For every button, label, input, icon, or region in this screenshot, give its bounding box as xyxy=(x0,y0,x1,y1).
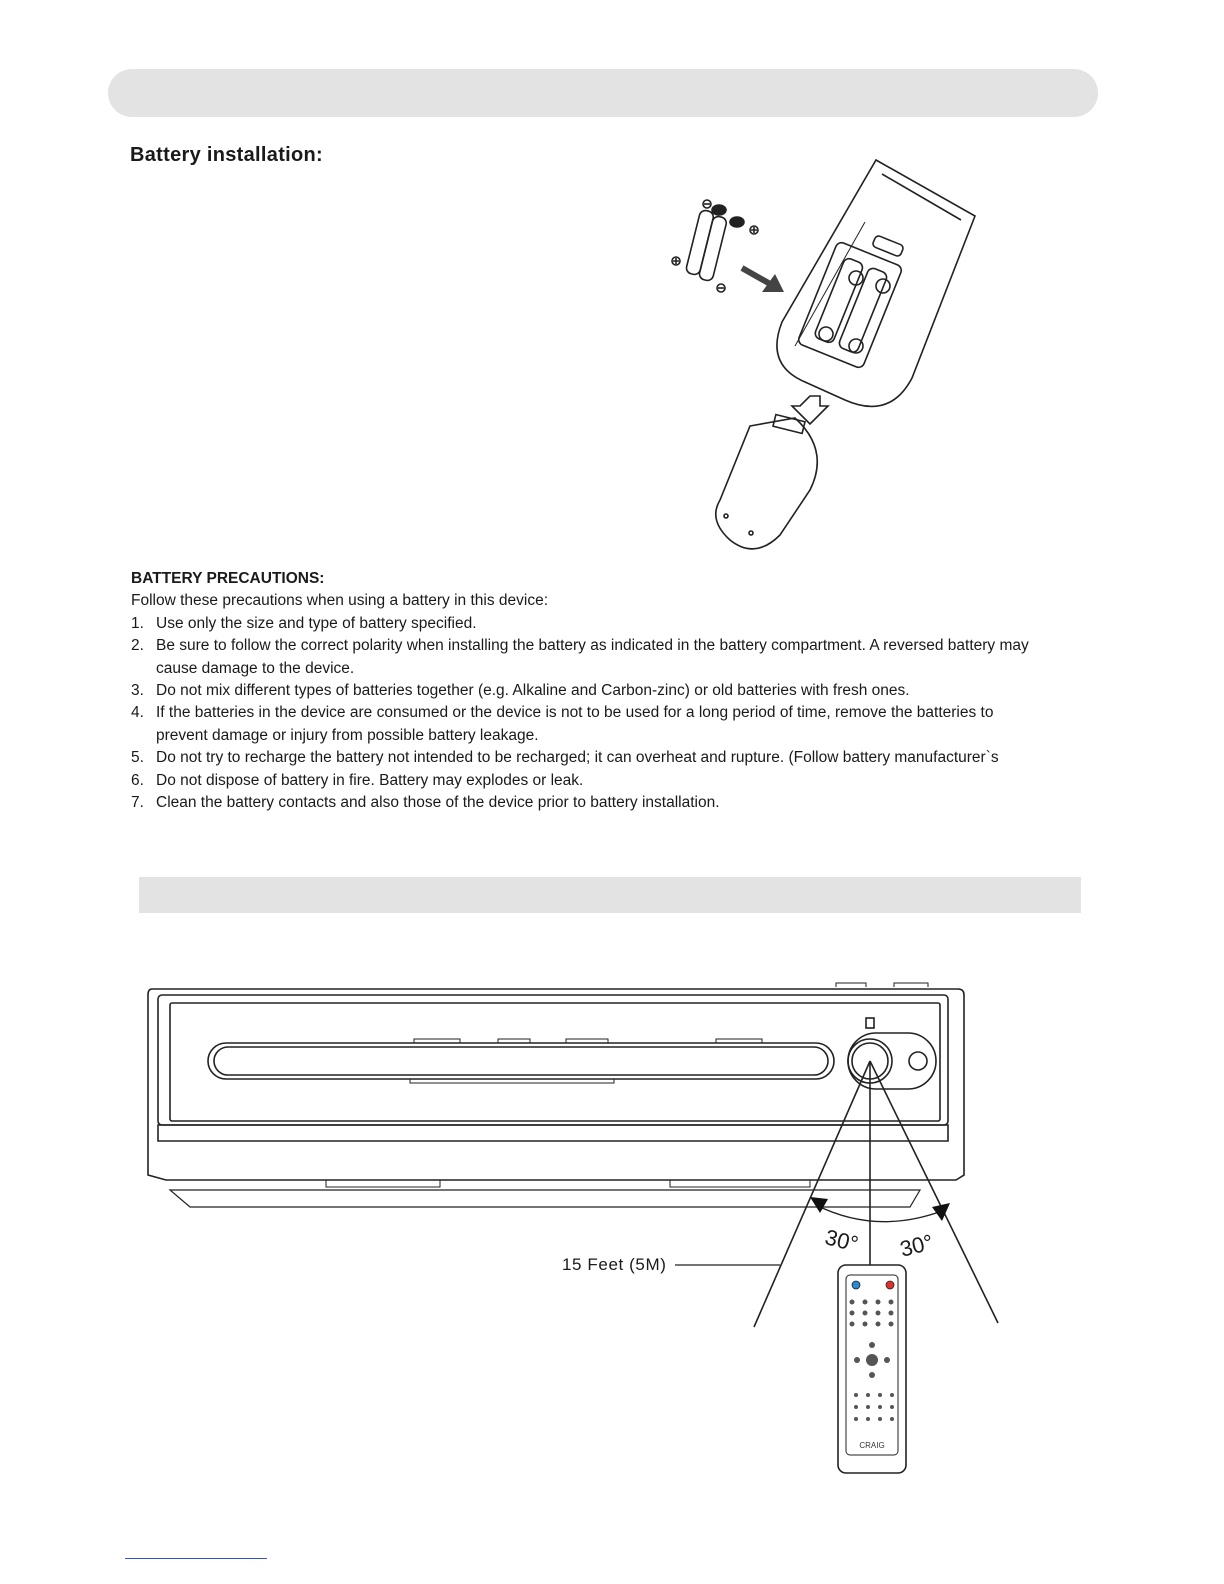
precautions-intro: Follow these precautions when using a battery in this device: xyxy=(131,592,549,610)
left-angle-label: 30° xyxy=(822,1224,861,1257)
list-item: 3. Do not mix different types of batteries together (e.g. Alkaline and Carbon-zinc) or old batteries with fresh ones. xyxy=(131,682,910,700)
list-item: 5. Do not try to recharge the battery not intended to be recharged; it can overheat and rupture. (Follow battery manufacturer`s xyxy=(131,749,999,767)
remote-brand-label: CRAIG xyxy=(859,1441,885,1450)
section-header-bar xyxy=(139,877,1081,913)
battery-precautions xyxy=(131,568,1031,814)
list-item: 4. If the batteries in the device are consumed or the device is not to be used for a long period of time, remove the batteries to prevent damage or injury from possible battery leakage. xyxy=(131,704,994,744)
list-item: 2. Be sure to follow the correct polarity when installing the battery as indicated in the battery compartment. A reversed battery may cause damage to the device. xyxy=(131,637,1029,677)
battery-installation-heading: Battery installation: xyxy=(130,144,323,166)
list-item: 6. Do not dispose of battery in fire. Battery may explodes or leak. xyxy=(131,771,584,789)
precautions-title: BATTERY PRECAUTIONS: xyxy=(131,570,325,587)
list-item: 7. Clean the battery contacts and also those of the device prior to battery installation. xyxy=(131,794,720,812)
top-header-bar xyxy=(108,69,1098,117)
distance-label: 15 Feet (5M) xyxy=(562,1255,667,1274)
right-angle-label: 30° xyxy=(897,1229,936,1262)
list-item: 1. Use only the size and type of battery specified. xyxy=(131,614,477,632)
battery-installation-illustration xyxy=(660,150,990,560)
footer-rule xyxy=(125,1558,267,1559)
precautions-list xyxy=(131,613,1031,815)
